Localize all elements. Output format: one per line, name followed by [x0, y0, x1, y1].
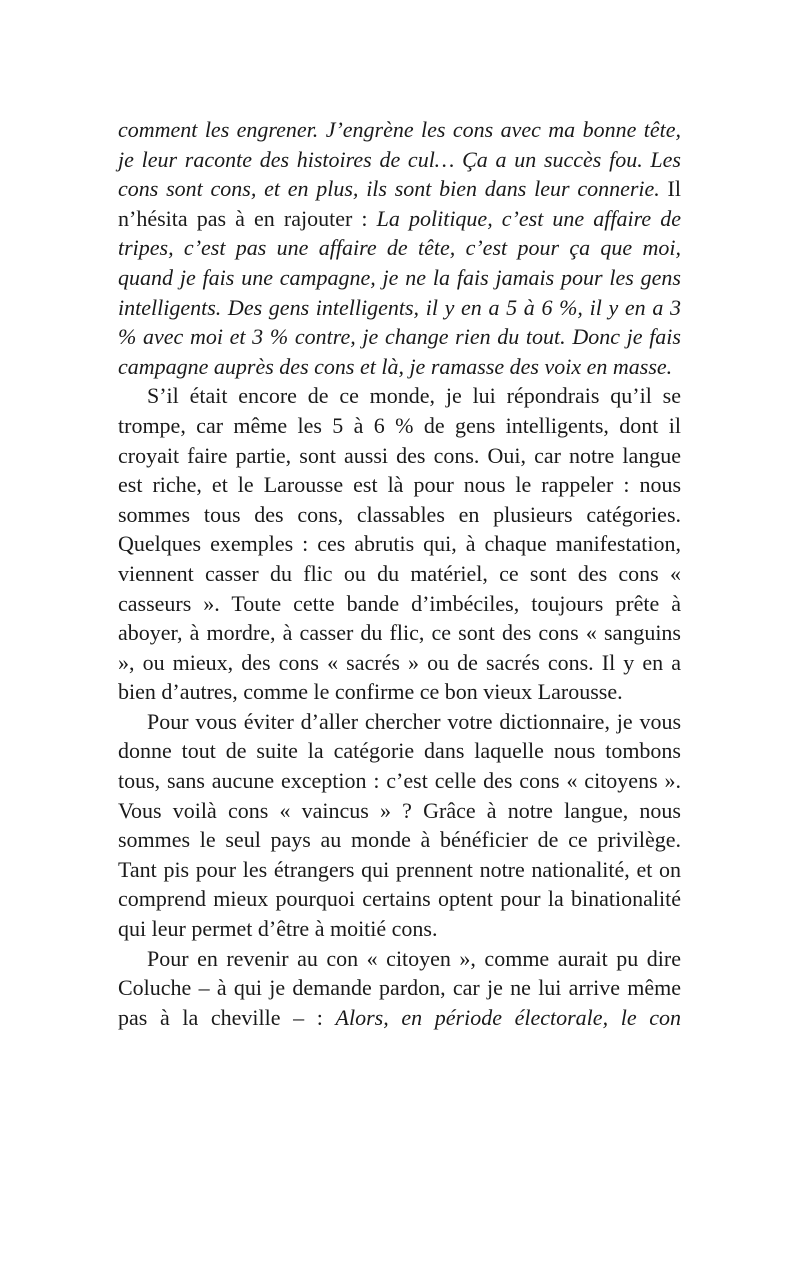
- quote-text: comment les engrener. J’engrène les cons avec ma bonne tête, je leur raconte des histoires de cul… Ça a un succès fou. Les cons sont cons, et en plus, ils sont bien dans leur connerie.: [118, 117, 681, 202]
- body-text: Il n’hésita pas à en rajouter :: [118, 176, 681, 231]
- body-text: Pour en revenir au con « citoyen », comme aurait pu dire Coluche – à qui je demande pardon, car je ne lui arrive même pas à la cheville – :: [118, 945, 681, 1030]
- quote-text: Alors, en période électorale, le con: [335, 1004, 681, 1030]
- book-page: [118, 115, 681, 1032]
- paragraph-4: [118, 944, 681, 1033]
- quote-text: La politique, c’est une affaire de tripes, c’est pas une affaire de tête, c’est pour ça que moi, quand je fais une campagne, je ne la fais jamais pour les gens intelligents. Des gens intelligents, il y en a 5 à 6 %, il y en a 3 % avec moi et 3 % contre, je change rien du tout. Donc je fais campagne auprès des cons et là, je ramasse des voix en masse.: [118, 205, 682, 379]
- body-text: S’il était encore de ce monde, je lui répondrais qu’il se trompe, car même les 5 à 6 % de gens intelligents, dont il croyait faire partie, sont aussi des cons. Oui, car notre langue est riche, et le Larousse est là pour nous le rappeler : nous sommes tous des cons, classables en plusieurs catégories. Quelques exemples : ces abrutis qui, à chaque manifestation, viennent casser du flic ou du matériel, ce sont des cons « casseurs ». Toute cette bande d’imbéciles, toujours prête à aboyer, à mordre, à casser du flic, ce sont des cons « sanguins », ou mieux, des cons « sacrés » ou de sacrés cons. Il y en a bien d’autres, comme le confirme ce bon vieux Larousse.: [118, 383, 681, 705]
- paragraph-2: [118, 381, 681, 707]
- paragraph-1: [118, 115, 681, 381]
- paragraph-3: [118, 707, 681, 944]
- body-text: Pour vous éviter d’aller chercher votre dictionnaire, je vous donne tout de suite la catégorie dans laquelle nous tombons tous, sans aucune exception : c’est celle des cons « citoyens ». Vous voilà cons « vaincus » ? Grâce à notre langue, nous sommes le seul pays au monde à bénéficier de ce privilège. Tant pis pour les étrangers qui prennent notre nationalité, et on comprend mieux pourquoi certains optent pour la binationalité qui leur permet d’être à moitié cons.: [118, 708, 681, 942]
